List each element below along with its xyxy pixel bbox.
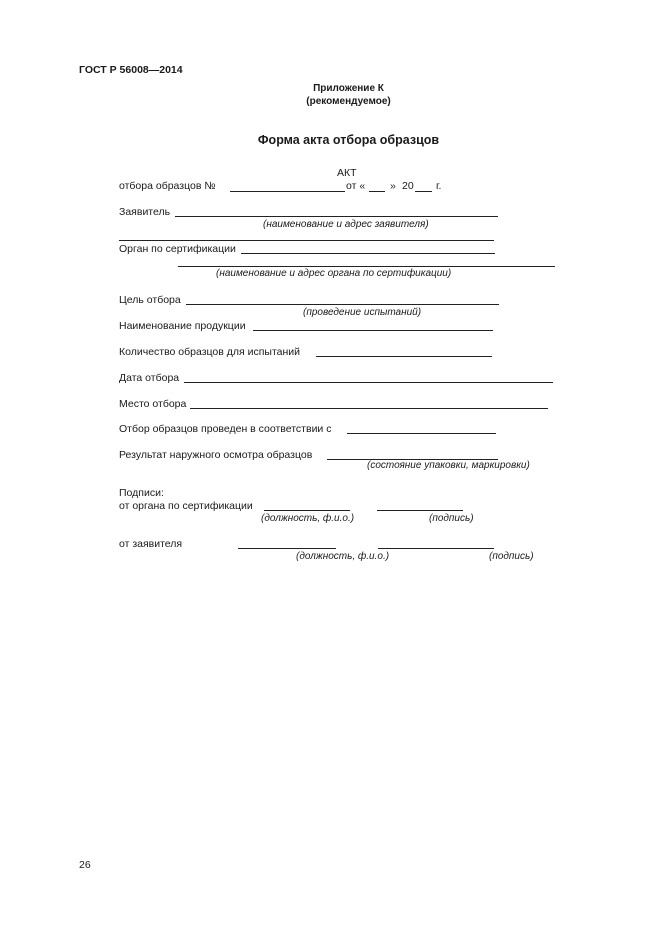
sig-cert-signature-line xyxy=(377,510,463,511)
year-suffix: г. xyxy=(436,180,442,192)
act-number-line xyxy=(230,191,345,192)
sig-cert-body-label: от органа по сертификации xyxy=(119,500,253,512)
conformity-line xyxy=(347,433,496,434)
year-prefix: 20 xyxy=(402,180,414,192)
applicant-line-2 xyxy=(119,240,494,241)
purpose-line xyxy=(186,304,499,305)
purpose-label: Цель отбора xyxy=(119,294,181,306)
quantity-line xyxy=(316,356,492,357)
sig-applicant-position-line xyxy=(238,548,336,549)
purpose-hint: (проведение испытаний) xyxy=(303,307,422,318)
applicant-label: Заявитель xyxy=(119,206,171,218)
standard-code: ГОСТ Р 56008—2014 xyxy=(79,64,183,76)
year-line xyxy=(415,191,432,192)
inspection-hint: (состояние упаковки, маркировки) xyxy=(367,460,530,471)
sig-signature-hint-1: (подпись) xyxy=(429,513,474,524)
sig-applicant-signature-line xyxy=(378,548,494,549)
page-number: 26 xyxy=(79,859,91,871)
applicant-hint: (наименование и адрес заявителя) xyxy=(263,219,429,230)
act-word: АКТ xyxy=(337,167,357,179)
product-label: Наименование продукции xyxy=(119,320,246,332)
sig-position-hint-1: (должность, ф.и.о.) xyxy=(261,513,355,524)
appendix-title: Приложение К xyxy=(313,83,384,94)
place-line xyxy=(190,408,548,409)
sig-signature-hint-2: (подпись) xyxy=(489,551,534,562)
sig-cert-position-line xyxy=(264,510,350,511)
sig-position-hint-2: (должность, ф.и.о.) xyxy=(296,551,390,562)
appendix-status: (рекомендуемое) xyxy=(306,96,391,107)
quantity-label: Количество образцов для испытаний xyxy=(119,346,301,358)
cert-body-label: Орган по сертификации xyxy=(119,243,236,255)
date-quote-close: » xyxy=(390,180,396,192)
date-from: от « xyxy=(346,180,366,192)
sig-applicant-label: от заявителя xyxy=(119,538,183,550)
signatures-title: Подписи: xyxy=(119,487,164,499)
date-label: Дата отбора xyxy=(119,372,180,384)
cert-body-line-2 xyxy=(178,266,555,267)
conformity-label: Отбор образцов проведен в соответствии с xyxy=(119,423,332,435)
day-line xyxy=(369,191,385,192)
act-subtitle: отбора образцов № xyxy=(119,180,216,192)
form-title: Форма акта отбора образцов xyxy=(257,133,440,147)
cert-body-line xyxy=(241,253,495,254)
place-label: Место отбора xyxy=(119,398,187,410)
applicant-line xyxy=(175,216,498,217)
inspection-label: Результат наружного осмотра образцов xyxy=(119,449,313,461)
cert-body-hint: (наименование и адрес органа по сертификации) xyxy=(216,268,452,279)
product-line xyxy=(253,330,493,331)
date-line xyxy=(184,382,553,383)
